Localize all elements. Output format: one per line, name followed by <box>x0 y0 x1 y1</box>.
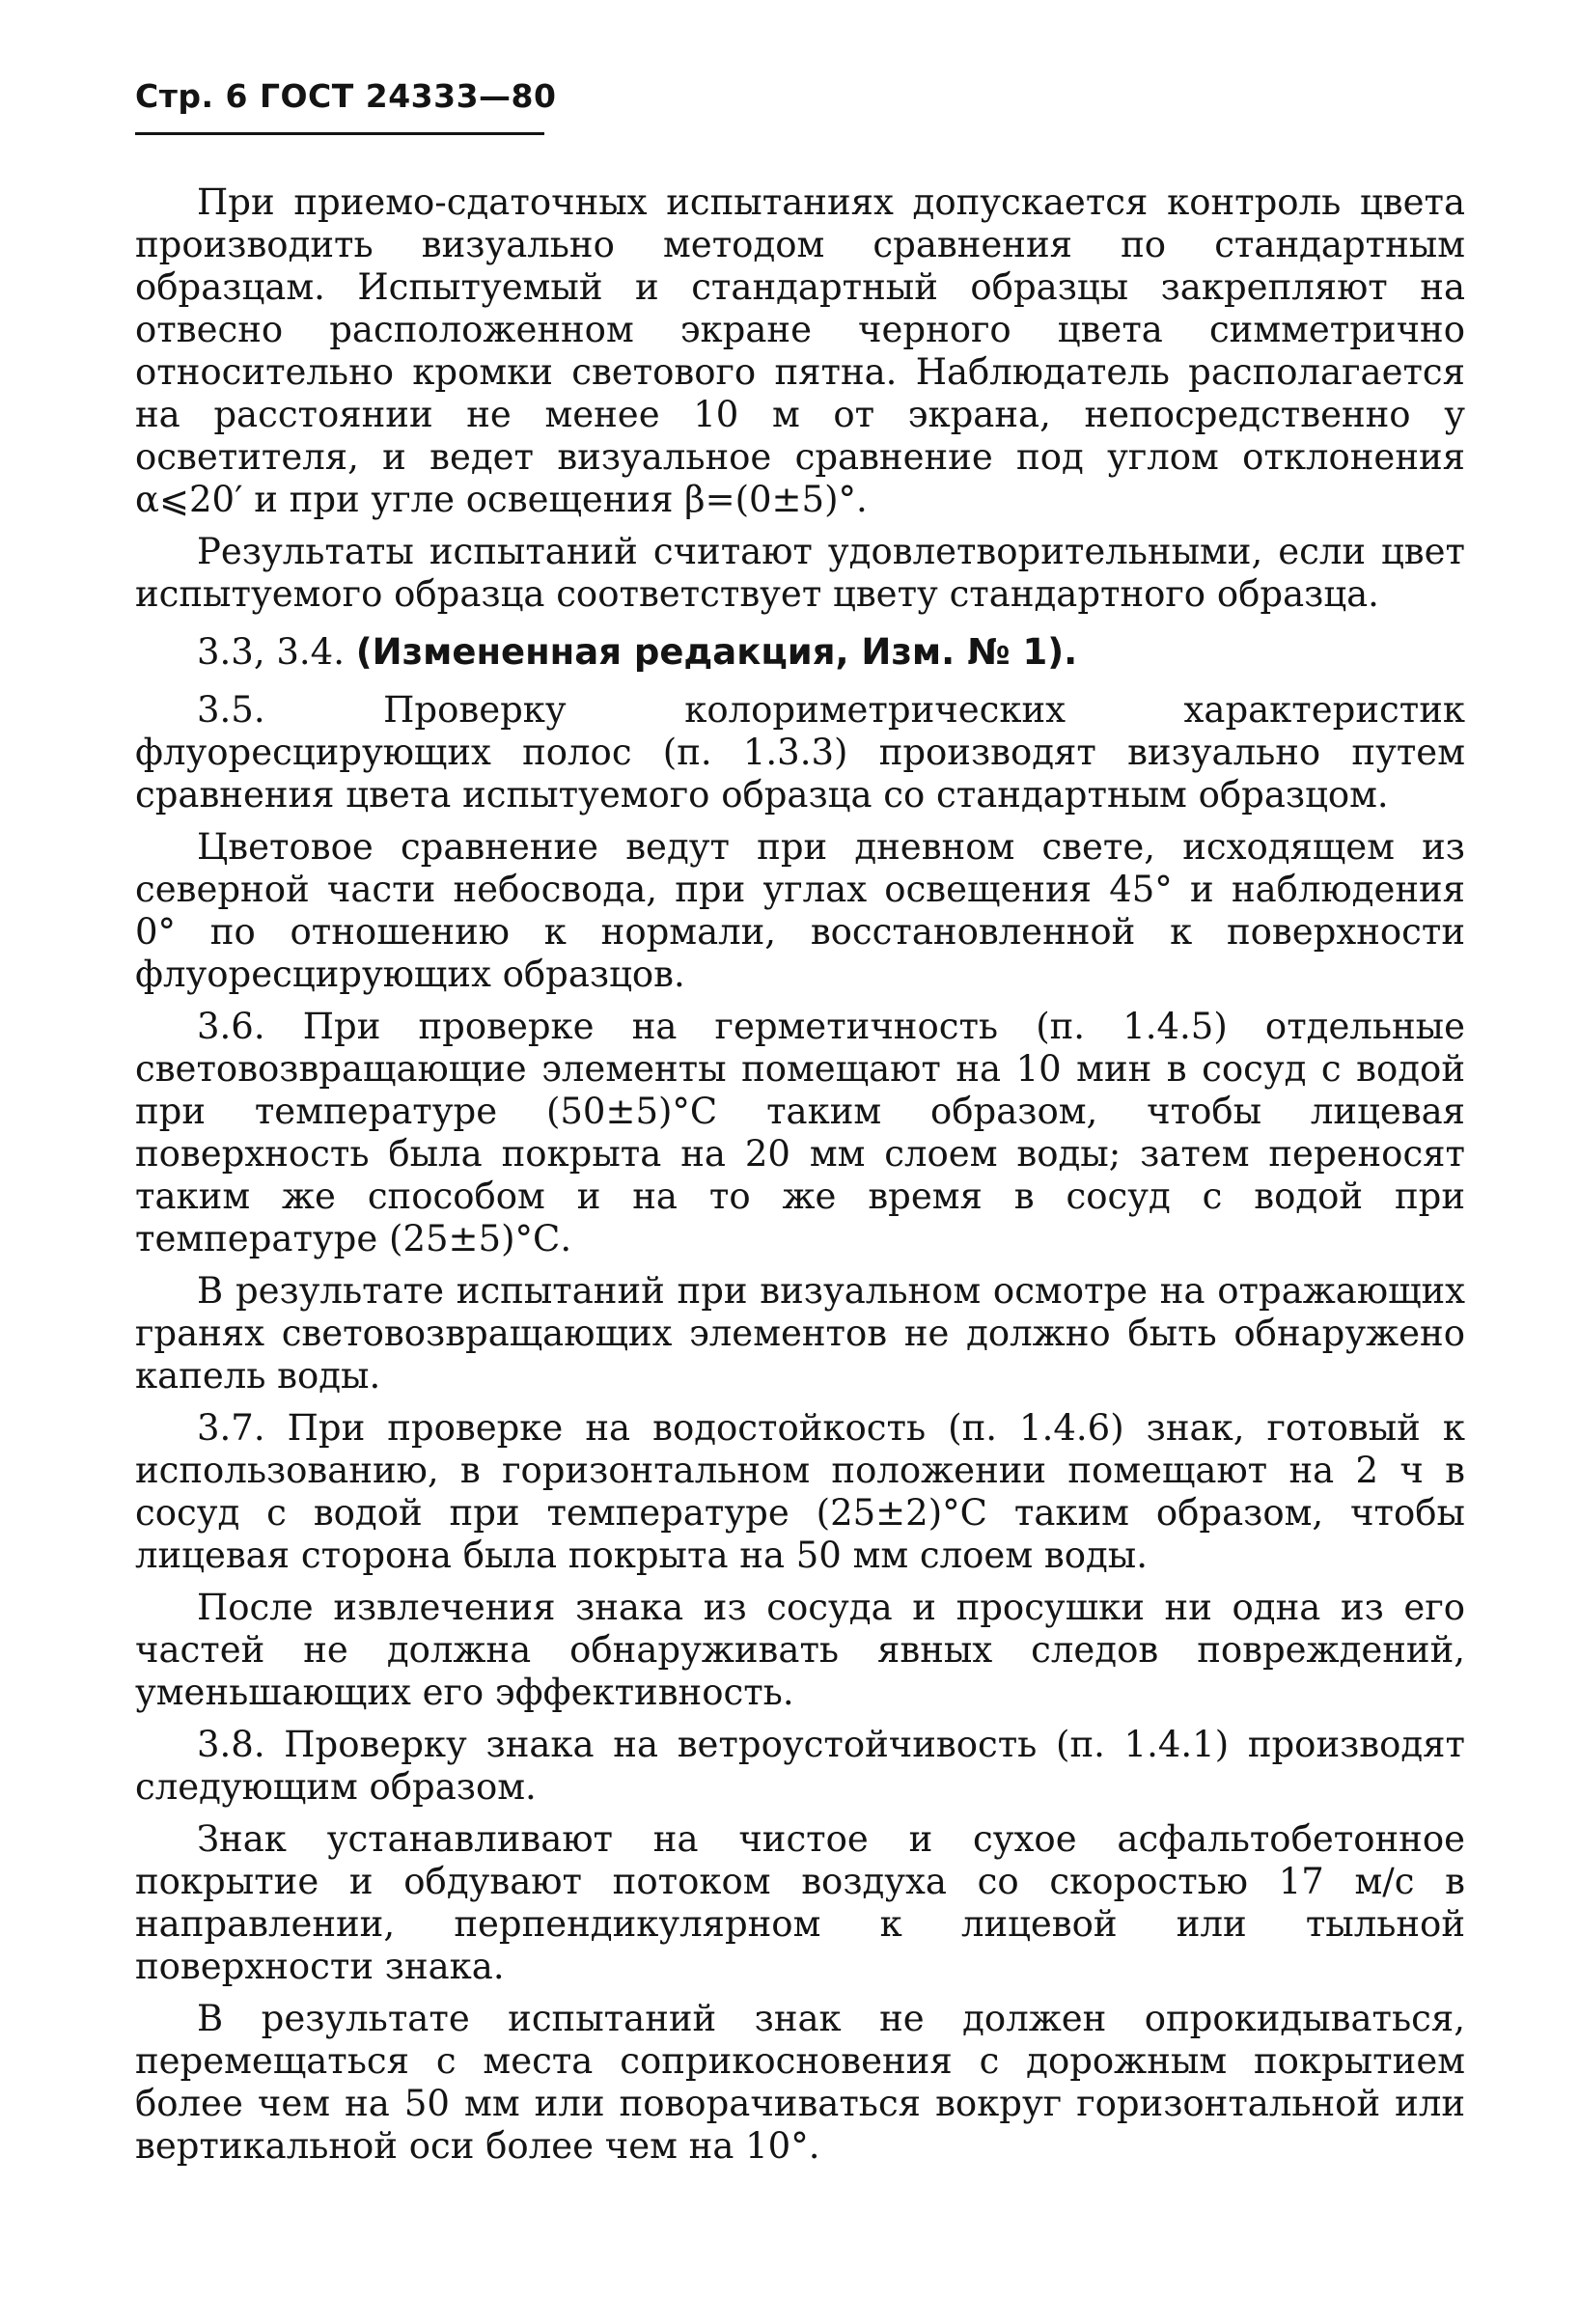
document-body <box>135 181 1465 2168</box>
paragraph-after-extraction: После извлечения знака из сосуда и просушки ни одна из его частей не должна обнаруживать явных следов повреждений, уменьшающих его эффективность. <box>135 1587 1465 1713</box>
paragraph-wind-result: В результате испытаний знак не должен опрокидываться, перемещаться с места соприкосновения с дорожным покрытием более чем на 50 мм или поворачиваться вокруг горизонтальной или вертикальной оси более чем на 10°. <box>135 1998 1465 2167</box>
paragraph-3-8: 3.8. Проверку знака на ветроустойчивость (п. 1.4.1) производят следующим образом. <box>135 1724 1465 1808</box>
paragraph-sign-installation: Знак устанавливают на чистое и сухое асфальтобетонное покрытие и обдувают потоком воздуха со скоростью 17 м/с в направлении, перпендикулярном к лицевой или тыльной поверхности знака. <box>135 1818 1465 1987</box>
paragraph-color-comparison: Цветовое сравнение ведут при дневном свете, исходящем из северной части небосвода, при углах освещения 45° и наблюдения 0° по отношению к нормали, восстановленной к поверхности флуоресцирующих образцов. <box>135 826 1465 995</box>
header-rule <box>135 132 544 135</box>
paragraph-3-5: 3.5. Проверку колориметрических характеристик флуоресцирующих полос (п. 1.3.3) производят визуально путем сравнения цвета испытуемого образца со стандартным образцом. <box>135 689 1465 816</box>
paragraph-3-7: 3.7. При проверке на водостойкость (п. 1.4.6) знак, готовый к использованию, в горизонтальном положении помещают на 2 ч в сосуд с водой при температуре (25±2)°С таким образом, чтобы лицевая сторона была покрыта на 50 мм слоем воды. <box>135 1407 1465 1576</box>
paragraph-3-6: 3.6. При проверке на герметичность (п. 1.4.5) отдельные световозвращающие элементы помещают на 10 мин в сосуд с водой при температуре (50±5)°С таким образом, чтобы лицевая поверхность была покрыта на 20 мм слоем воды; затем переносят таким же способом и на то же время в сосуд с водой при температуре (25±5)°С. <box>135 1006 1465 1259</box>
amendment-ref: 3.3, 3.4. <box>197 631 345 673</box>
paragraph-color-control: При приемо-сдаточных испытаниях допускается контроль цвета производить визуально методом сравнения по стандартным образцам. Испытуемый и стандартный образцы закрепляют на отвесно расположенном экране черного цвета симметрично относительно кромки светового пятна. Наблюдатель располагается на расстоянии не менее 10 м от экрана, непосредственно у осветителя, и ведет визуальное сравнение под углом отклонения α⩽20′ и при угле освещения β=(0±5)°. <box>135 181 1465 520</box>
amendment-text: (Измененная редакция, Изм. № 1). <box>355 631 1078 673</box>
paragraph-visual-inspection: В результате испытаний при визуальном осмотре на отражающих гранях световозвращающих элементов не должно быть обнаружено капель воды. <box>135 1270 1465 1397</box>
paragraph-test-results: Результаты испытаний считают удовлетворительными, если цвет испытуемого образца соответствует цвету стандартного образца. <box>135 531 1465 615</box>
amendment-note <box>135 631 1465 674</box>
page-header: Стр. 6 ГОСТ 24333—80 <box>135 77 557 115</box>
